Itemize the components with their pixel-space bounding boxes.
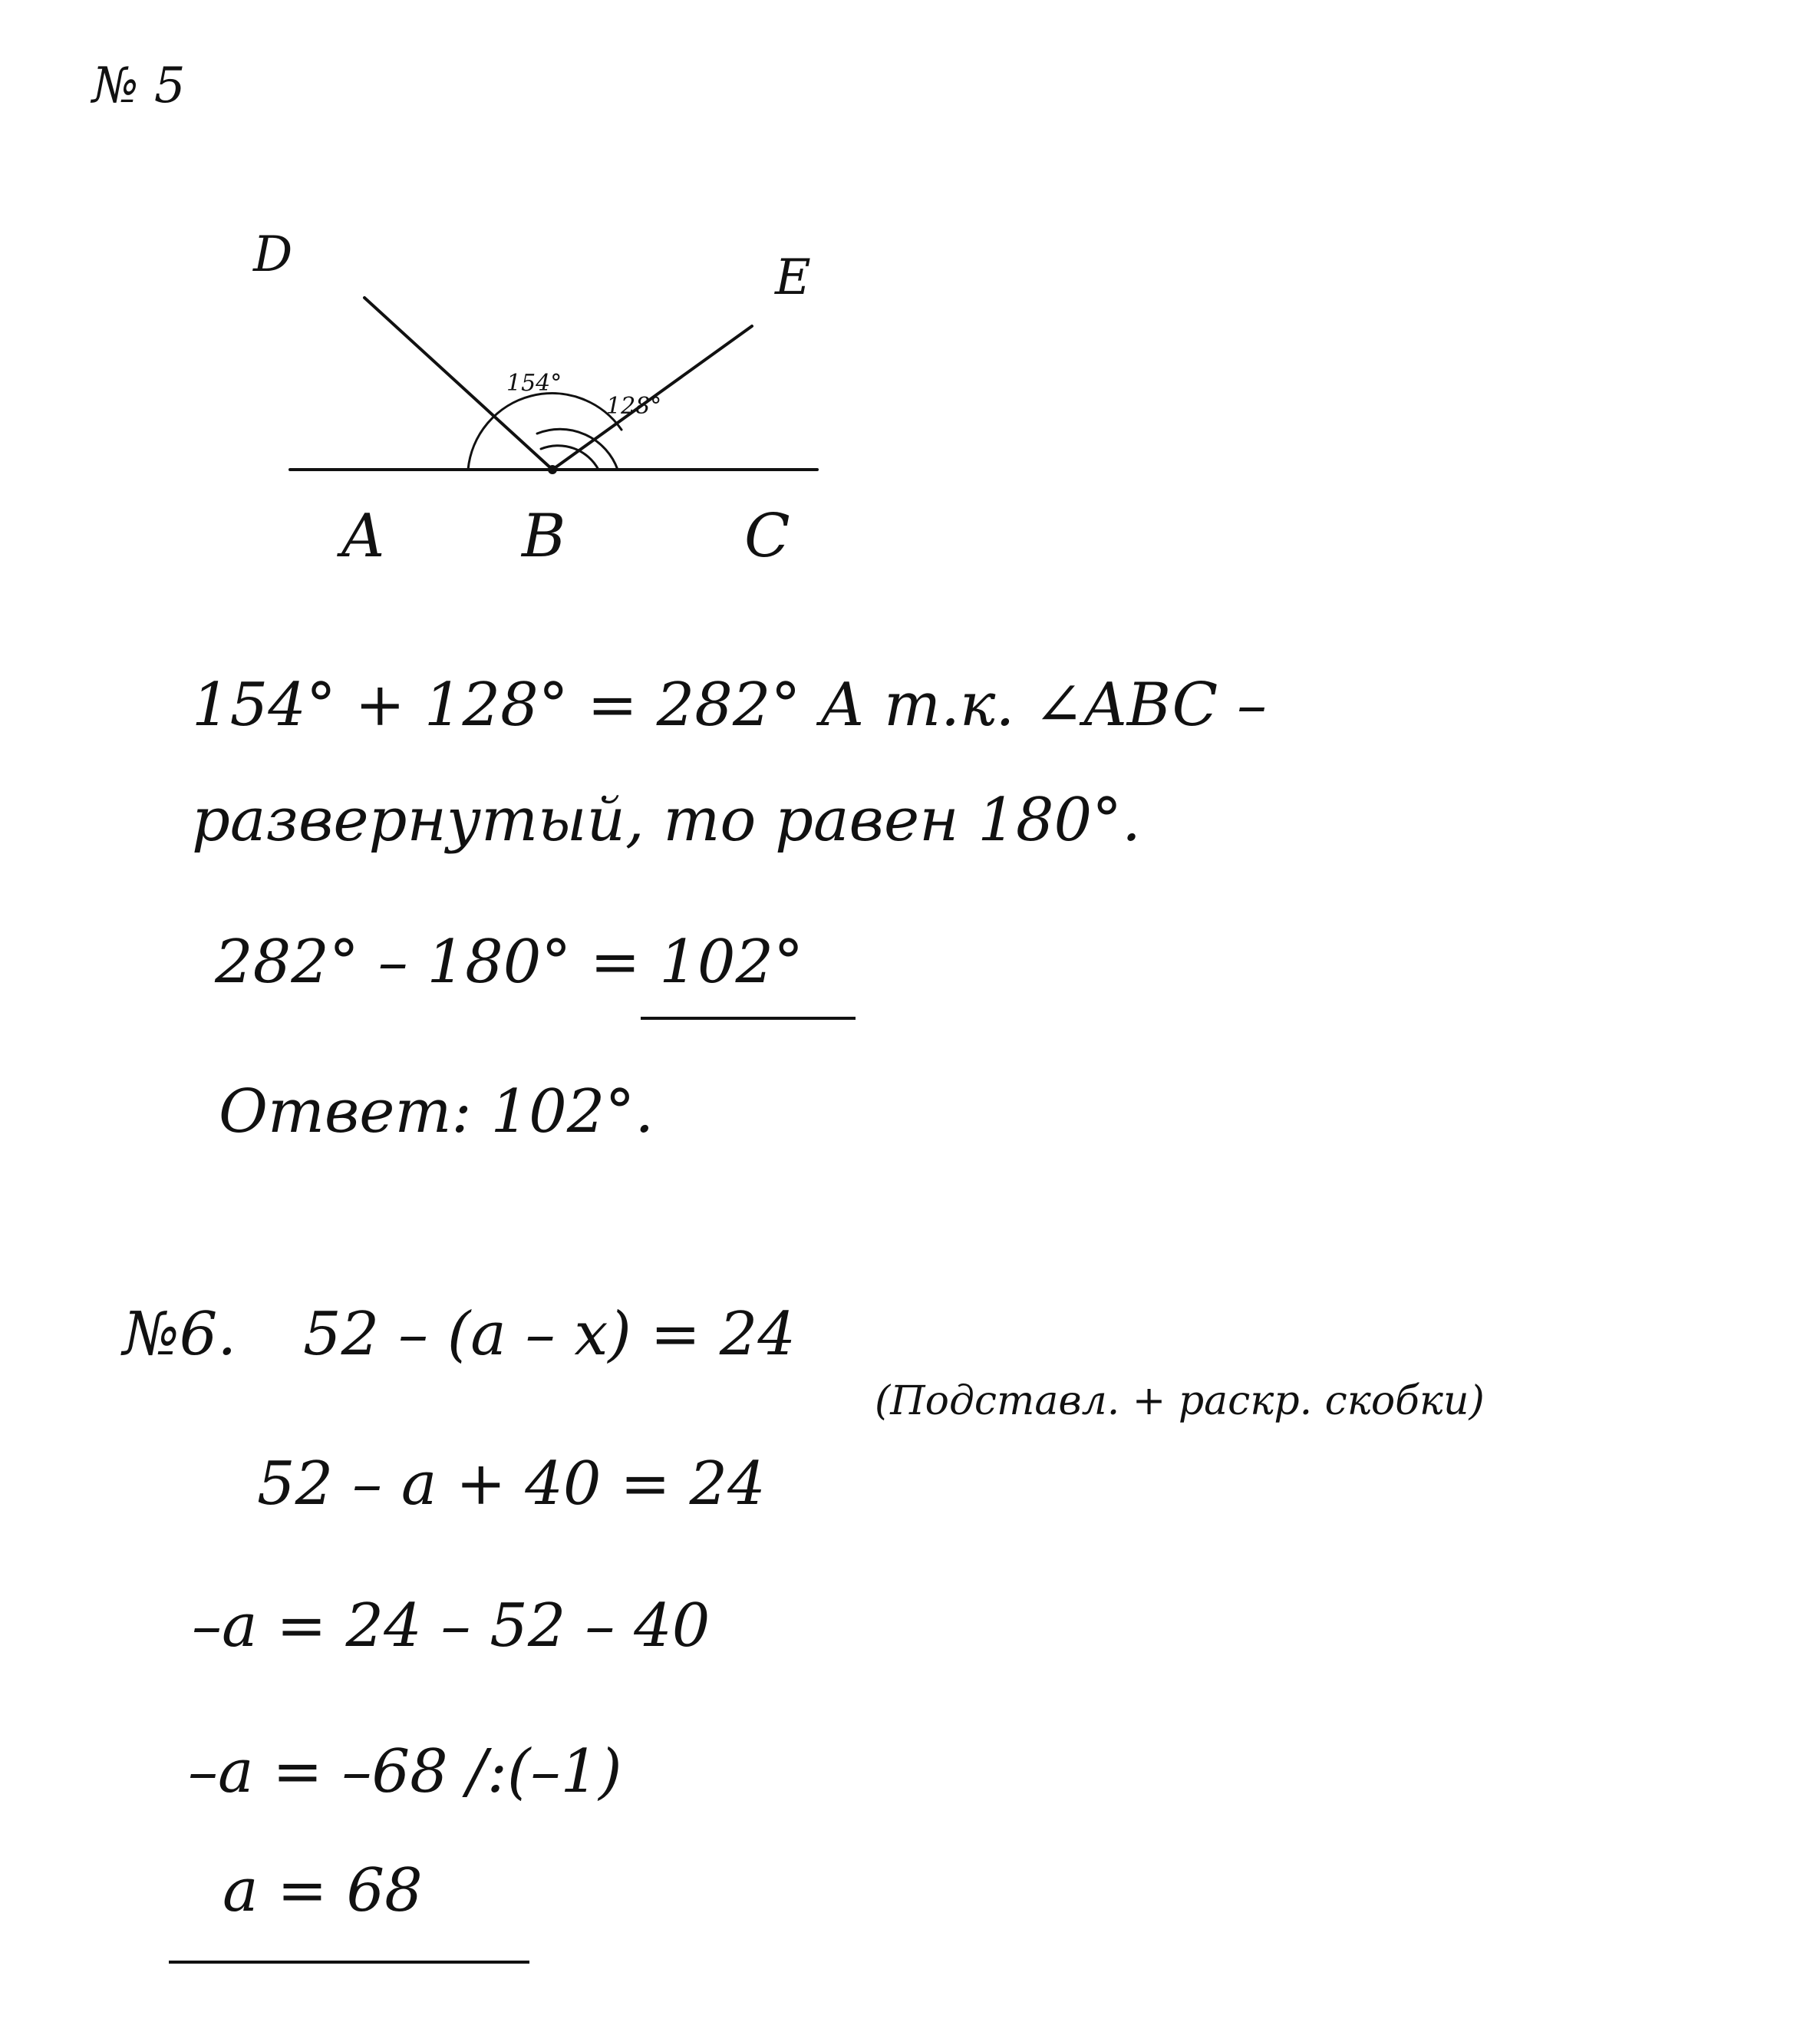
label-c: C bbox=[744, 502, 790, 571]
problem-5-answer: Ответ: 102°. bbox=[219, 1077, 654, 1146]
label-a: A bbox=[341, 502, 385, 571]
problem-5-line-3: 282° – 180° = 102° bbox=[215, 928, 804, 997]
problem-6-note: (Подставл. + раскр. скобки) bbox=[875, 1378, 1485, 1424]
problem-6-line-5: a = 68 bbox=[223, 1856, 423, 1925]
arc-128-inner bbox=[541, 446, 598, 470]
label-b: B bbox=[522, 502, 566, 571]
problem-5-line-2: развернутый, то равен 180°. bbox=[192, 786, 1141, 855]
problem-6-line-4: –a = –68 /:(–1) bbox=[188, 1737, 622, 1806]
problem-6-line-2: 52 – a + 40 = 24 bbox=[257, 1450, 766, 1519]
point-b bbox=[548, 465, 557, 474]
problem-6-number: №6. bbox=[123, 1300, 237, 1369]
problem-5-number: № 5 bbox=[92, 58, 186, 114]
arc-154 bbox=[468, 394, 622, 470]
result-underline-6 bbox=[169, 1961, 529, 1964]
label-e: E bbox=[775, 249, 811, 306]
angle-label-154: 154° bbox=[506, 370, 562, 397]
result-underline-5 bbox=[641, 1017, 856, 1020]
problem-6-line-1: 52 – (a – x) = 24 bbox=[303, 1300, 796, 1369]
label-d: D bbox=[253, 226, 293, 283]
angle-label-128: 128° bbox=[606, 393, 662, 420]
problem-5-line-1: 154° + 128° = 282° А т.к. ∠ABC – bbox=[192, 671, 1268, 740]
problem-6-line-3: –a = 24 – 52 – 40 bbox=[192, 1591, 711, 1661]
arc-128 bbox=[537, 429, 618, 470]
